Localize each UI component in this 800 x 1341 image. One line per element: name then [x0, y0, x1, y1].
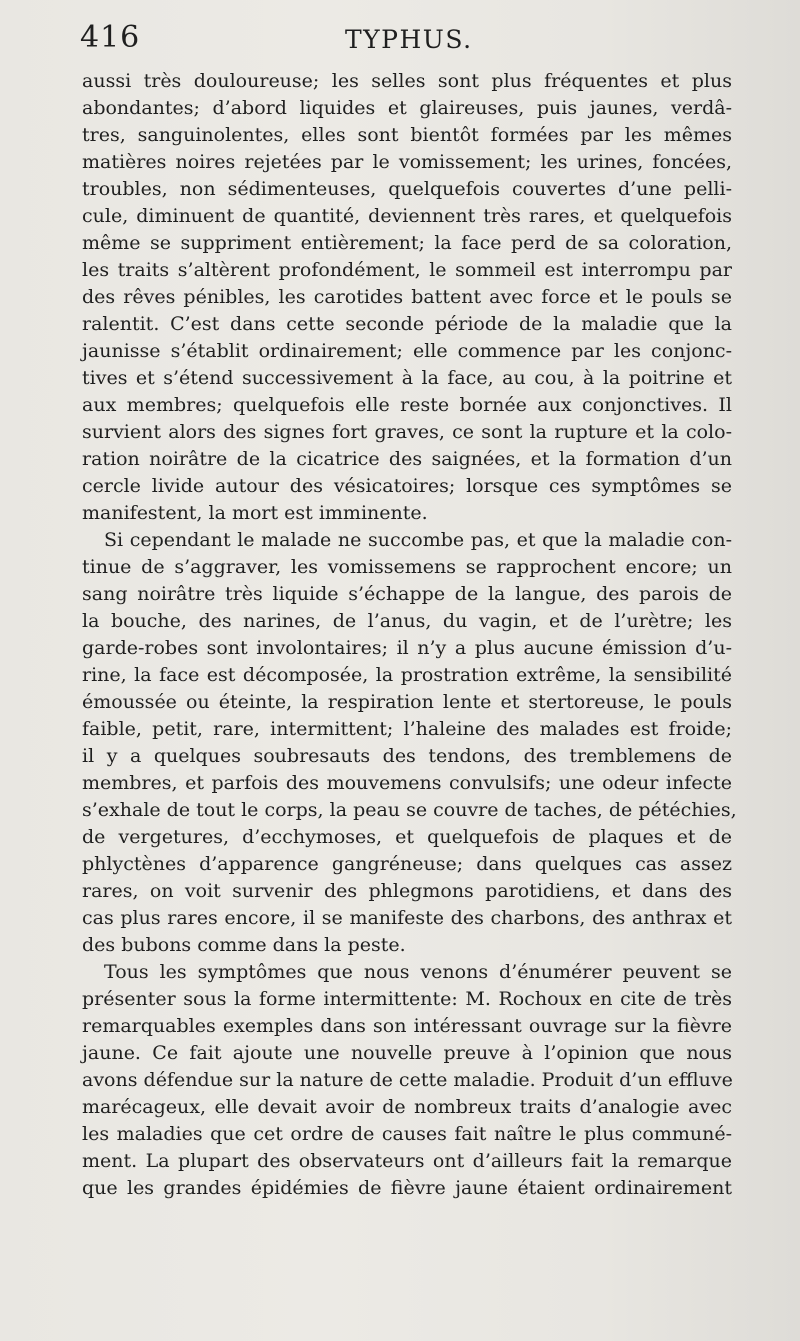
text-line: même se suppriment entièrement; la face perd de sa coloration,: [82, 232, 732, 254]
text-line: émoussée ou éteinte, la respiration lente et stertoreuse, le pouls: [82, 691, 732, 713]
text-line: remarquables exemples dans son intéressant ouvrage sur la fièvre: [82, 1015, 732, 1037]
text-line: survient alors des signes fort graves, ce sont la rupture et la colo-: [82, 421, 732, 443]
paragraph: [82, 68, 732, 527]
text-line: rares, on voit survenir des phlegmons parotidiens, et dans des: [82, 880, 732, 902]
text-line: Si cependant le malade ne succombe pas, et que la maladie con-: [104, 529, 732, 551]
running-title: TYPHUS.: [345, 25, 473, 54]
text-line: ration noirâtre de la cicatrice des saignées, et la formation d’un: [82, 448, 732, 470]
text-line: tres, sanguinolentes, elles sont bientôt formées par les mêmes: [82, 124, 732, 146]
text-line: présenter sous la forme intermittente: M. Rochoux en cite de très: [82, 988, 732, 1010]
text-line: de vergetures, d’ecchymoses, et quelquefois de plaques et de: [82, 826, 732, 848]
text-line: ralentit. C’est dans cette seconde période de la maladie que la: [82, 313, 732, 335]
text-line: des rêves pénibles, les carotides battent avec force et le pouls se: [82, 286, 732, 308]
text-line: aussi très douloureuse; les selles sont plus fréquentes et plus: [82, 70, 732, 92]
text-line: manifestent, la mort est imminente.: [82, 502, 428, 524]
page-number: 416: [80, 20, 141, 55]
text-line: il y a quelques soubresauts des tendons, des tremblemens de: [82, 745, 732, 767]
text-line: garde-robes sont involontaires; il n’y a plus aucune émission d’u-: [82, 637, 732, 659]
paragraph: [82, 527, 737, 959]
text-line: tinue de s’aggraver, les vomissemens se rapprochent encore; un: [82, 556, 732, 578]
text-line: Tous les symptômes que nous venons d’énumérer peuvent se: [104, 961, 732, 983]
text-line: rine, la face est décomposée, la prostration extrême, la sensibilité: [82, 664, 732, 686]
text-line: avons défendue sur la nature de cette maladie. Produit d’un effluve: [82, 1069, 733, 1091]
text-line: troubles, non sédimenteuses, quelquefois couvertes d’une pelli-: [82, 178, 732, 200]
text-line: sang noirâtre très liquide s’échappe de la langue, des parois de: [82, 583, 732, 605]
text-line: abondantes; d’abord liquides et glaireuses, puis jaunes, verdâ-: [82, 97, 732, 119]
text-line: matières noires rejetées par le vomissement; les urines, foncées,: [82, 151, 732, 173]
text-line: marécageux, elle devait avoir de nombreux traits d’analogie avec: [82, 1096, 732, 1118]
text-line: faible, petit, rare, intermittent; l’haleine des malades est froide;: [82, 718, 732, 740]
text-line: s’exhale de tout le corps, la peau se couvre de taches, de pétéchies,: [82, 799, 737, 821]
text-line: jaunisse s’établit ordinairement; elle commence par les conjonc-: [82, 340, 732, 362]
text-line: jaune. Ce fait ajoute une nouvelle preuve à l’opinion que nous: [82, 1042, 732, 1064]
text-line: membres, et parfois des mouvemens convulsifs; une odeur infecte: [82, 772, 732, 794]
text-line: les maladies que cet ordre de causes fait naître le plus communé-: [82, 1123, 732, 1145]
text-line: les traits s’altèrent profondément, le sommeil est interrompu par: [82, 259, 732, 281]
text-line: aux membres; quelquefois elle reste bornée aux conjonctives. Il: [82, 394, 732, 416]
text-line: cule, diminuent de quantité, deviennent très rares, et quelquefois: [82, 205, 732, 227]
text-line: ment. La plupart des observateurs ont d’ailleurs fait la remarque: [82, 1150, 732, 1172]
text-line: des bubons comme dans la peste.: [82, 934, 406, 956]
text-line: tives et s’étend successivement à la face, au cou, à la poitrine et: [82, 367, 732, 389]
running-head: [80, 18, 730, 58]
text-line: cercle livide autour des vésicatoires; lorsque ces symptômes se: [82, 475, 732, 497]
body-text: [82, 68, 737, 1202]
text-line: cas plus rares encore, il se manifeste des charbons, des anthrax et: [82, 907, 732, 929]
text-line: phlyctènes d’apparence gangréneuse; dans quelques cas assez: [82, 853, 732, 875]
text-line: que les grandes épidémies de fièvre jaune étaient ordinairement: [82, 1177, 732, 1199]
paragraph: [82, 959, 732, 1202]
text-line: la bouche, des narines, de l’anus, du vagin, et de l’urètre; les: [82, 610, 732, 632]
